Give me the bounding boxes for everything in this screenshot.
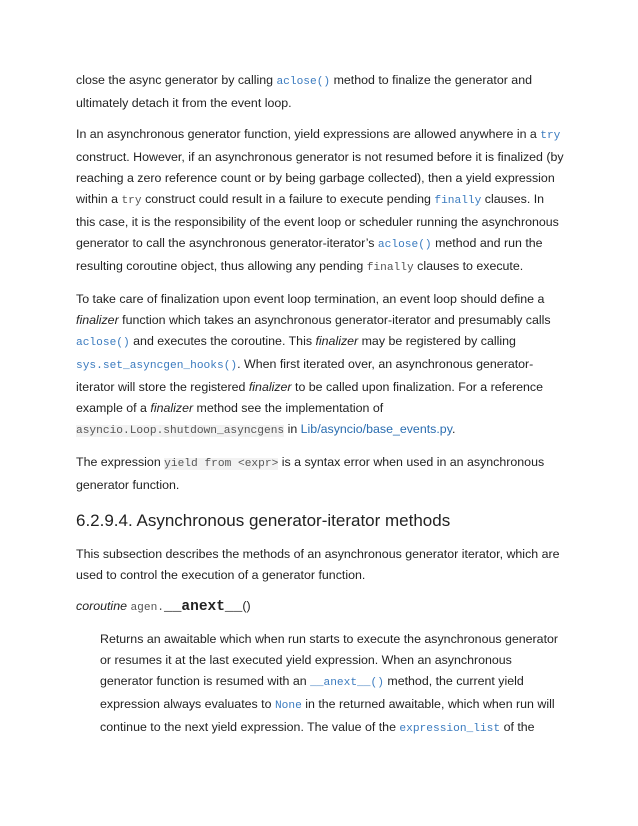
text: in the returned awaitable, which when run will continue to the next yield expression. The value of the [100, 697, 555, 734]
text: of the [500, 720, 535, 734]
paragraph-aclose-intro [76, 70, 564, 114]
code-none[interactable]: None [274, 700, 302, 712]
signature-kind: coroutine [76, 599, 127, 613]
text: . When first iterated over, an asynchronous generator-iterator will store the registered [76, 357, 534, 394]
paragraph-subsection-intro: This subsection describes the methods of an asynchronous generator iterator, which are used to control the execution of a generator function. [76, 547, 560, 582]
emphasis-finalizer: finalizer [315, 334, 359, 348]
section-heading: 6.2.9.4. Asynchronous generator-iterator methods [76, 511, 451, 530]
text: Returns an awaitable which when run starts to execute the asynchronous generator or resumes it at the last executed yield expression. When an asynchronous generator function is resumed with an [100, 632, 559, 688]
code-try[interactable]: try [540, 130, 561, 142]
text: In an asynchronous generator function, yield expressions are allowed anywhere in a [76, 127, 541, 141]
text: method and run the resulting coroutine object, thus allowing any pending [76, 236, 543, 273]
emphasis-finalizer: finalizer [150, 401, 194, 415]
emphasis-finalizer: finalizer [76, 313, 119, 327]
method-signature [76, 596, 564, 619]
text: The expression [76, 455, 165, 469]
code-aclose[interactable]: aclose() [377, 239, 432, 251]
code-expression-list[interactable]: expression_list [399, 723, 501, 735]
emphasis-finalizer: finalizer [248, 380, 292, 394]
text: method, the current yield expression always evaluates to [100, 674, 524, 711]
code-yield-from: yield from <expr> [164, 458, 279, 470]
paragraph-anext-description [100, 629, 564, 740]
text: and executes the coroutine. This [129, 334, 316, 348]
text: construct could result in a failure to execute pending [141, 192, 435, 206]
code-aclose[interactable]: aclose() [76, 337, 130, 349]
text: in [284, 422, 301, 436]
paragraph-yield-from [76, 452, 564, 496]
code-anext[interactable]: __anext__() [310, 677, 384, 689]
text: method to finalize the generator and ultimately detach it from the event loop. [76, 73, 532, 110]
text: may be registered by calling [358, 334, 516, 348]
text: to be called upon finalization. For a reference example of a [76, 380, 543, 415]
text: method see the implementation of [193, 401, 384, 415]
code-finally-plain: finally [366, 262, 414, 274]
paragraph-try-finally [76, 124, 564, 279]
text: construct. However, if an asynchronous generator is not resumed before it is finalized (by reaching a zero reference count or by being garbage collected), then a yield expression within a [76, 150, 564, 206]
signature-prefix: agen. [130, 602, 165, 614]
text: clauses. In this case, it is the responsibility of the event loop or scheduler running the asynchronous generator to call the asynchronous generator-iterator’s [76, 192, 559, 250]
code-finally[interactable]: finally [434, 195, 482, 207]
link-base-events[interactable]: Lib/asyncio/base_events.py [300, 422, 452, 436]
text: clauses to execute. [413, 259, 524, 273]
text: is a syntax error when used in an asynchronous generator function. [76, 455, 545, 492]
code-set-asyncgen-hooks[interactable]: sys.set_asyncgen_hooks() [76, 360, 238, 372]
code-shutdown-asyncgens: asyncio.Loop.shutdown_asyncgens [76, 425, 285, 437]
code-aclose[interactable]: aclose() [276, 76, 331, 88]
signature-name: __anext__ [164, 599, 243, 615]
text: . [451, 422, 456, 436]
text: To take care of finalization upon event loop termination, an event loop should define a [76, 292, 545, 306]
code-try-plain: try [121, 195, 142, 207]
text: function which takes an asynchronous generator-iterator and presumably calls [118, 313, 551, 327]
text: close the async generator by calling [76, 73, 277, 87]
paragraph-finalizer [76, 289, 564, 442]
signature-parens: () [242, 599, 251, 613]
document-page [76, 70, 564, 750]
